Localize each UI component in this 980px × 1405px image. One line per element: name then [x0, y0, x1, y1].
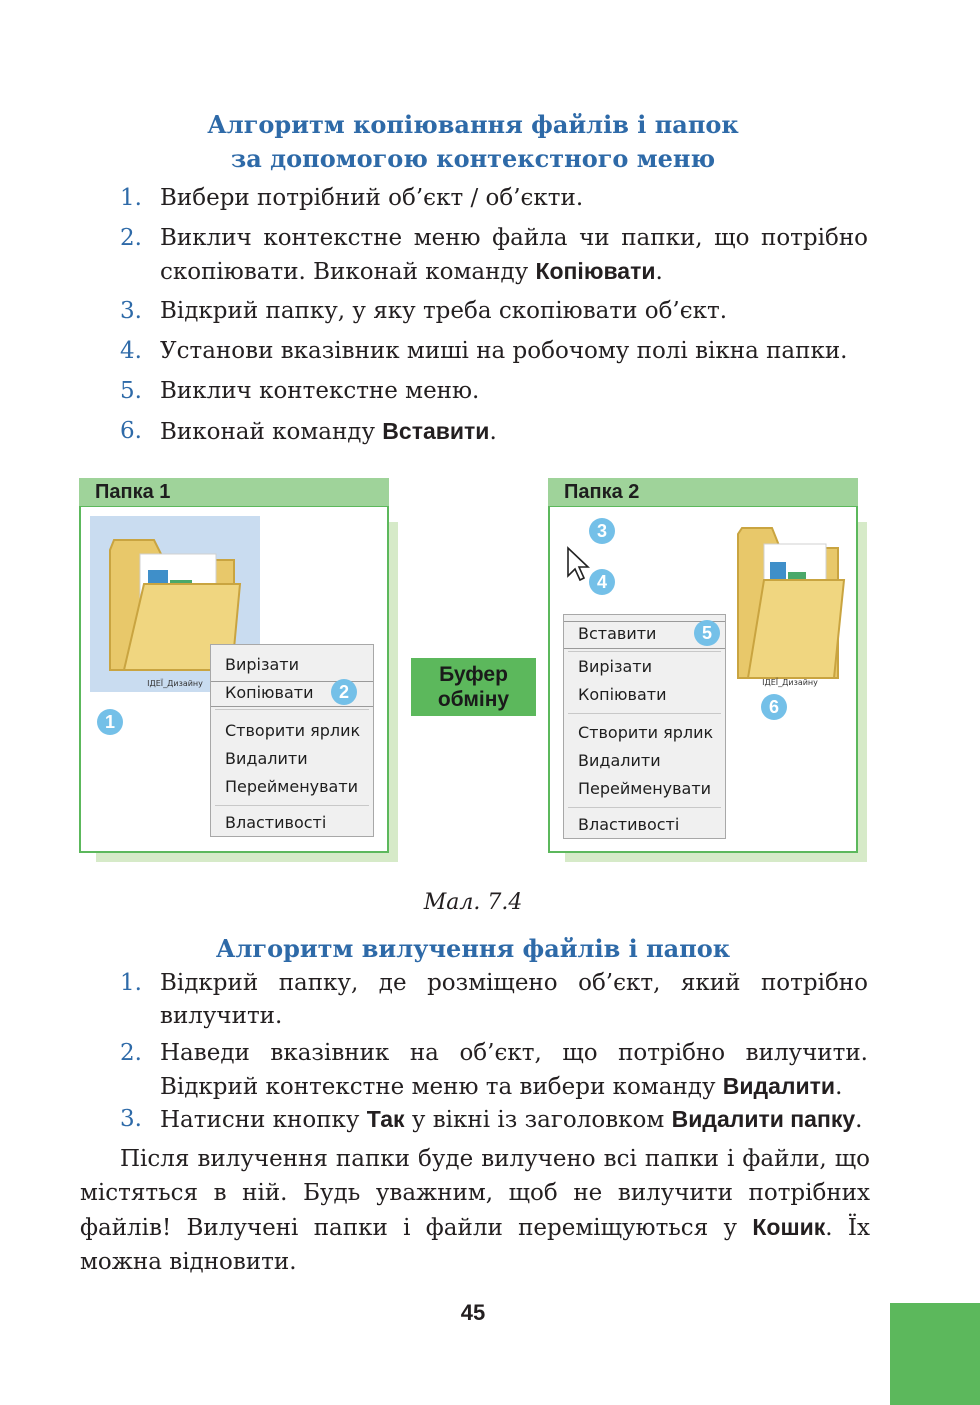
menu-item-properties[interactable]: Властивості — [225, 813, 327, 832]
step-badge-3: 3 — [589, 518, 615, 544]
step-text: Виклич контекстне меню файла чи папки, що потрібно скопіювати. Виконай команду Копіювати. — [160, 225, 868, 285]
dialog-delete-folder: Видалити папку — [671, 1106, 856, 1132]
command-copy: Копіювати — [535, 258, 656, 284]
delete-step-3 — [120, 1103, 870, 1136]
step-text: Відкрий папку, де розміщено об’єкт, який потрібно вилучити. — [160, 970, 868, 1029]
menu-item-delete[interactable]: Видалити — [225, 749, 308, 768]
clipboard-label-line2: обміну — [437, 688, 510, 711]
menu-item-create-shortcut[interactable]: Створити ярлик — [578, 723, 714, 742]
clipboard-label-line1: Буфер — [439, 663, 508, 686]
menu-separator — [568, 651, 721, 652]
copy-step-2 — [120, 222, 870, 288]
step-text: Натисни кнопку Так у вікні із заголовком Видалити папку. — [160, 1106, 863, 1133]
command-paste: Вставити — [382, 418, 490, 444]
step-number: 4. — [120, 338, 142, 364]
folder2-file-label: ІДЕЇ_Дизайну — [762, 678, 818, 687]
step-number: 2. — [120, 225, 142, 251]
button-yes: Так — [366, 1106, 405, 1132]
step-number: 5. — [120, 378, 142, 404]
page-number: 45 — [460, 1300, 486, 1325]
folder1-context-menu — [210, 644, 374, 837]
menu-separator — [215, 805, 369, 806]
step-number: 1. — [120, 970, 142, 996]
copy-heading-line2: за допомогою контекстного меню — [230, 144, 716, 173]
step-number: 6. — [120, 418, 142, 444]
step-text: Вибери потрібний об’єкт / об’єкти. — [160, 185, 584, 211]
menu-item-rename[interactable]: Перейменувати — [225, 777, 359, 796]
mouse-cursor-icon — [566, 546, 590, 582]
step-badge-5: 5 — [694, 620, 720, 646]
step-text: Установи вказівник миші на робочому полі вікна папки. — [160, 338, 848, 364]
copy-step-4 — [120, 335, 870, 368]
figure-caption: Мал. 7.4 — [423, 890, 523, 915]
copy-step-3 — [120, 295, 870, 328]
copy-step-6 — [120, 415, 870, 448]
step-badge-2: 2 — [331, 679, 357, 705]
clipboard-box — [411, 658, 536, 716]
copy-step-1 — [120, 182, 870, 215]
menu-separator — [568, 807, 721, 808]
step-number: 3. — [120, 298, 142, 324]
folder1-file-label: ІДЕЇ_Дизайну — [147, 679, 203, 688]
menu-item-delete[interactable]: Видалити — [578, 751, 661, 770]
step-number: 1. — [120, 185, 142, 211]
command-delete: Видалити — [722, 1073, 836, 1099]
menu-item-cut[interactable]: Вирізати — [225, 655, 300, 674]
folder2-title: Папка 2 — [548, 478, 858, 506]
delete-paragraph: Після вилучення папки буде вилучено всі папки і файли, що містяться в ній. Будь уважним, щоб не вилучити потрібних файлів! Вилучені папки і файли переміщуються у Кошик. Їх можна відновити. — [80, 1146, 870, 1275]
menu-item-cut[interactable]: Вирізати — [578, 657, 653, 676]
menu-item-paste[interactable]: Вставити — [578, 624, 657, 643]
copy-heading-line1: Алгоритм копіювання файлів і папок — [207, 110, 739, 139]
step-badge-6: 6 — [761, 694, 787, 720]
step-text: Виконай команду Вставити. — [160, 418, 497, 445]
delete-step-2 — [120, 1037, 870, 1103]
delete-step-1 — [120, 967, 870, 1033]
menu-item-copy[interactable]: Копіювати — [578, 685, 667, 704]
menu-item-rename[interactable]: Перейменувати — [578, 779, 712, 798]
step-badge-4: 4 — [589, 569, 615, 595]
folder1-title: Папка 1 — [79, 478, 389, 506]
menu-item-properties[interactable]: Властивості — [578, 815, 680, 834]
menu-item-copy[interactable]: Копіювати — [225, 683, 314, 702]
folder-icon[interactable] — [734, 514, 846, 684]
step-badge-1: 1 — [97, 709, 123, 735]
recycle-bin-label: Кошик — [752, 1214, 826, 1240]
menu-separator — [215, 709, 369, 710]
step-text: Відкрий папку, у яку треба скопіювати об’єкт. — [160, 298, 728, 324]
folder2-context-menu — [563, 614, 726, 839]
step-text: Наведи вказівник на об’єкт, що потрібно вилучити. Відкрий контекстне меню та вибери команду Видалити. — [160, 1040, 868, 1100]
copy-step-5 — [120, 375, 870, 408]
menu-separator — [568, 713, 721, 714]
step-number: 3. — [120, 1106, 142, 1132]
delete-heading: Алгоритм вилучення файлів і папок — [215, 934, 731, 963]
step-text: Виклич контекстне меню. — [160, 378, 480, 404]
step-number: 2. — [120, 1040, 142, 1066]
menu-item-create-shortcut[interactable]: Створити ярлик — [225, 721, 361, 740]
page-corner-tab — [890, 1303, 980, 1405]
